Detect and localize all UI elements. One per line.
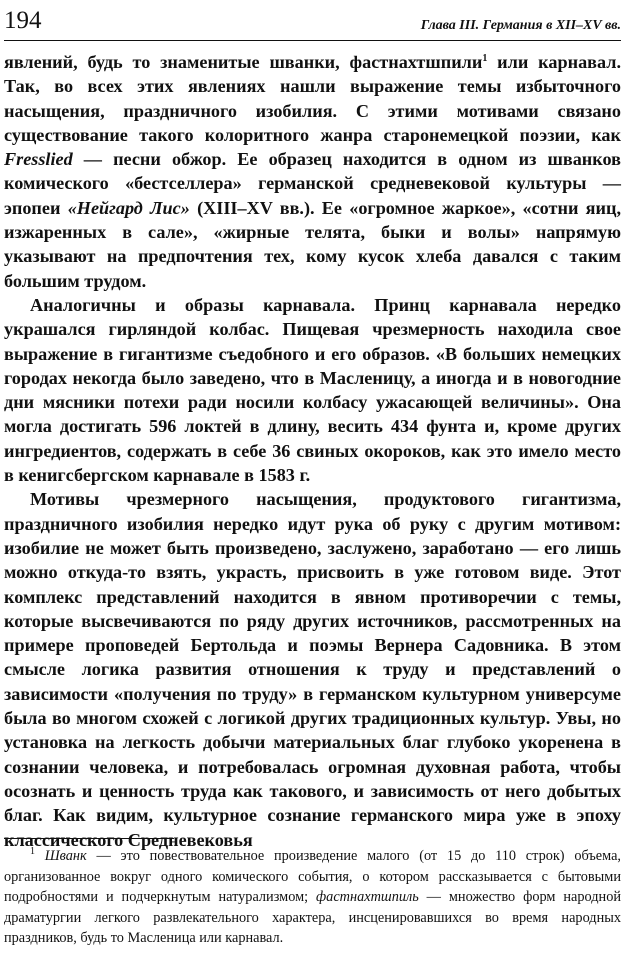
main-text: [4, 50, 621, 852]
footnote-text: [4, 846, 621, 949]
footnote-reference: 1: [482, 52, 488, 64]
footnote-term-shvank: Шванк: [44, 848, 87, 864]
paragraph-1-part-b: или карнавал. Так, во всех этих явлениях нашли выражение темы избыточного насыщения, праздничного изобилия. С этими мотивами связано существование такого колоритного жанра старонемецкой поэзии, как: [4, 52, 621, 145]
footnote: [4, 846, 621, 949]
paragraph-1-part-f: (XIII–XV вв.). Ее «огромное жаркое», «сотни яиц, изжаренных в сале», «жирные телята, быки и волы» напрямую указывают на предпочтения тех, кому кусок хлеба давался с таким большим трудом.: [4, 197, 622, 291]
page-number: 194: [4, 7, 42, 34]
paragraph-1-part-d: — песни обжор. Ее образец находится в одном из шванков комического «бестселлера» германской средневековой культуры — эпопеи: [4, 149, 621, 218]
footnote-separator: [4, 838, 174, 839]
footnote-definition-1: — это повествовательное произведение малого (от 15 до 110 строк) объема, организованное вокруг одного комического события, о котором рассказывается с бытовыми подробностями и подчеркнутым натурализмом;: [4, 848, 621, 905]
paragraph-1: [4, 50, 621, 293]
footnote-term-fastnachtspiel: фастнахтшпиль: [316, 889, 419, 905]
footnote-definition-2: — множество форм народной драматургии легкого развлекательного характера, инсценировавшихся во время народных праздников, будь то Масленица или карнавал.: [4, 889, 622, 946]
running-head: Глава III. Германия в XII–XV вв.: [420, 18, 621, 33]
fresslied-term: Fresslied: [4, 149, 73, 170]
paragraph-3: Мотивы чрезмерного насыщения, продуктового гигантизма, праздничного изобилия нередко идут рука об руку с другим мотивом: изобилие не может быть произведено, заслужено, заработано — его лишь можно откуда-то взять, украсть, присвоить в уже готовом виде. Этот комплекс представлений находится в явном противоречии с темы, которые высвечиваются по ряду других источников, рассмотренных на примере проповедей Бертольда и поэмы Вернера Садовника. В этом смысле логика развития отношения к труду и представлений о зависимости «получения по труду» в германском культурном универсуме была во многом схожей с логикой других традиционных культур. Увы, но установка на легкость добычи материальных благ глубоко укоренена в сознании человека, и потребовалась огромная духовная работа, чтобы осознать и ценность труда как такового, и зависимость от него добытых благ. Как видим, культурное сознание германского мира уже в эпоху классического Средневековья: [4, 489, 621, 850]
paragraph-2: Аналогичны и образы карнавала. Принц карнавала нередко украшался гирляндой колбас. Пищевая чрезмерность находила свое выражение в гигантизме съедобного и его образов. «В больших немецких городах некогда было заведено, что в Масленицу, а иногда и в новогодние дни мясники потехи ради носили колбасу ужасающей величины». Она могла достигать 596 локтей в длину, весить 434 фунта и, кроме других ингредиентов, содержать в себе 36 свиных окороков, как это имело место в кенигсбергском карнавале в 1583 г.: [4, 294, 621, 486]
page-header: [4, 0, 621, 41]
paragraph-1-part-a: явлений, будь то знаменитые шванки, фастнахтшпили: [4, 52, 483, 72]
epic-title: «Нейгард Лис»: [67, 197, 190, 218]
footnote-mark: 1: [30, 846, 35, 858]
